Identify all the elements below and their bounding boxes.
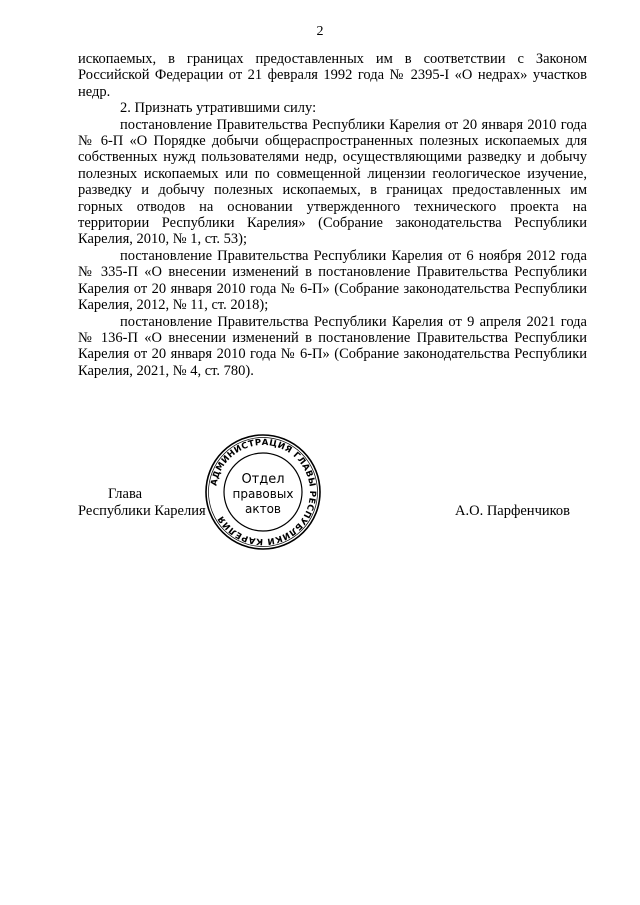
paragraph-item-2-heading: 2. Признать утратившими силу: (120, 100, 317, 117)
signature-title-line2: Республики Карелия (78, 503, 206, 519)
stamp-center-line1: Отдел (241, 472, 285, 487)
official-stamp (203, 432, 323, 552)
signature-title-line1: Глава (108, 486, 143, 502)
stamp-ring-text: АДМИНИСТРАЦИЯ ГЛАВЫ РЕСПУБЛИКИ КАРЕЛИЯ (209, 437, 318, 547)
document-body (78, 51, 587, 379)
paragraph-repealed-act-2: постановление Правительства Республики Карелия от 6 ноября 2012 года № 335-П «О внесении изменений в постановление Правительства Республики Карелия от 20 января 2010 года № 6-П» (Собрание законодательства Республики Карелия, 2012, № 11, ст. 2018); (78, 247, 587, 314)
signature-name: А.О. Парфенчиков (455, 503, 571, 519)
signature-title (78, 486, 206, 520)
paragraph-continuation: ископаемых, в границах предоставленных им в соответствии с Законом Российской Федерации от 21 февраля 1992 года № 2395-I «О недрах» участков недр. (78, 51, 587, 100)
page-number: 2 (316, 24, 324, 39)
stamp-center-line2: правовых (232, 487, 294, 501)
paragraph-repealed-act-1: постановление Правительства Республики Карелия от 20 января 2010 года № 6-П «О Порядке добычи общераспространенных полезных ископаемых для собственных нужд пользователями недр, осуществляющими разведку и добычу полезных ископаемых или по совмещенной лицензии геологическое изучение, разведку и добычу полезных ископаемых, в границах предоставленных им горных отводов на основании утвержденного технического проекта на территории Республики Карелия» (Собрание законодательства Республики Карелия, 2010, № 1, ст. 53); (78, 116, 587, 248)
stamp-center-line3: актов (244, 502, 282, 516)
paragraph-repealed-act-3: постановление Правительства Республики Карелия от 9 апреля 2021 года № 136-П «О внесении изменений в постановление Правительства Республики Карелия от 20 января 2010 года № 6-П» (Собрание законодательства Республики Карелия, 2021, № 4, ст. 780). (78, 313, 587, 379)
